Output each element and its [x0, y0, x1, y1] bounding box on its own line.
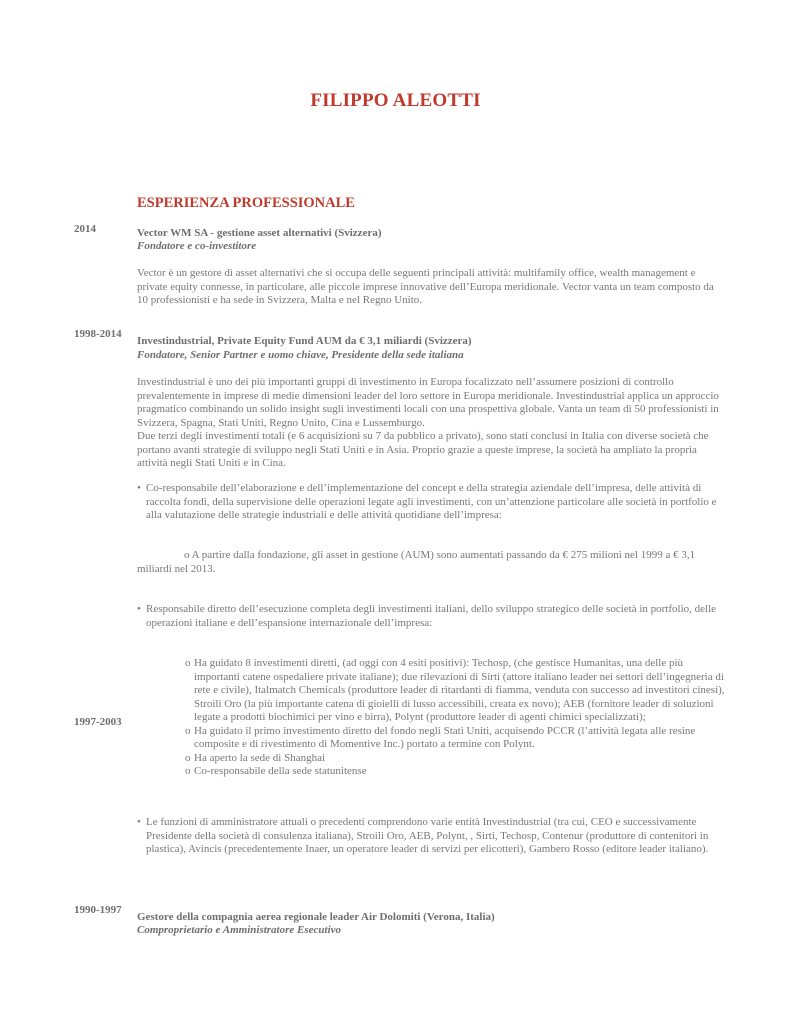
sub-bullet-icon: o [185, 657, 191, 669]
sub-item [185, 725, 725, 752]
sub-item-text: Co-responsabile della sede statunitense [194, 765, 367, 777]
sub-bullet-icon: o [185, 751, 191, 764]
bullet-item [137, 482, 731, 523]
cv-name: FILIPPO ALEOTTI [310, 90, 481, 111]
section-title: ESPERIENZA PROFESSIONALE [137, 195, 355, 211]
entry-role: Fondatore, Senior Partner e uomo chiave, Presidente della sede italiana [137, 349, 464, 361]
sub-item [185, 752, 725, 766]
bullet-text: Responsabile diretto dell’esecuzione completa degli investimenti italiani, dello sviluppo strategico delle società in portfolio, delle operazioni italiane e dell’espansione internazionale dell’impresa: [146, 603, 717, 629]
entry-year: 1998-2014 [74, 328, 122, 340]
sub-item-text: A partire dalla fondazione, gli asset in gestione (AUM) sono aumentati passando da € 275 milioni nel 1999 a € 3,1 miliardi nel 2013. [137, 549, 696, 575]
sub-item [137, 549, 722, 576]
entry-year: 2014 [74, 223, 96, 235]
sub-item-text: Ha guidato 8 investimenti diretti, (ad oggi con 4 esiti positivi): Techosp, (che gestisce Humanitas, una delle più importanti catene ospedaliere private italiane); due rilevazioni di Sirti (attore italiano leader nei settori dell’ingegneria di rete e civile), Italmatch Chemicals (produttore leader di ritardanti di fiamma, venduta con successo ad investitori cinesi), Stroili Oro (la più importante catena di gioielli di lusso accessibili, creata ex novo); AEB (fornitore leader di soluzioni legate a prodotti biochimici per vino e birra), Polynt (produttore leader di agenti chimici specializzati); [194, 657, 725, 723]
bullet-icon: • [137, 482, 141, 494]
bullet-item [137, 816, 731, 857]
entry-year: 1990-1997 [74, 904, 122, 916]
entry-title: Investindustrial, Private Equity Fund AUM da € 3,1 miliardi (Svizzera) [137, 335, 472, 347]
sub-bullet-icon: o [184, 549, 190, 561]
bullet-item [137, 603, 731, 630]
bullet-icon: • [137, 603, 141, 615]
entry-description: Vector è un gestore di asset alternativi che si occupa delle seguenti principali attività: multifamily office, wealth management e private equity connesse, in particolare, alle piccole imprese innovative dell’Europa meridionale. Vector vanta un team composto da 10 professionisti e ha sede in Svizzera, Malta e nel Regno Unito. [137, 267, 714, 306]
bullet-text: Le funzioni di amministratore attuali o precedenti comprendono varie entità Investindustrial (tra cui, CEO e successivamente Presidente della società di consulenza italiana), Stroili Oro, AEB, Polynt, , Sirti, Techosp, Contenur (produttore di contenitori in plastica), Avincis (precedentemente Inaer, un operatore leader di servizi per elicotteri), Gambero Rosso (editore leader italiano). [146, 816, 709, 855]
entry-title: Vector WM SA - gestione asset alternativi (Svizzera) [137, 227, 382, 239]
bullet-text: Co-responsabile dell’elaborazione e dell’implementazione del concept e della strategia aziendale dell’impresa, delle attività di raccolta fondi, della supervisione delle operazioni legate agli investimenti, con un’attenzione particolare alle società in portfolio e alla valutazione delle strategie industriali e delle attività quotidiane dell’impresa: [146, 482, 717, 521]
entry-year: 1997-2003 [74, 716, 122, 728]
sub-item-text: Ha guidato il primo investimento diretto del fondo negli Stati Uniti, acquisendo PCCR (l’attività legata alle resine composite e di rivestimento di Momentive Inc.) portato a termine con Polynt. [194, 724, 696, 750]
entry-role: Comproprietario e Amministratore Esecutivo [137, 924, 342, 936]
entry-title: Gestore della compagnia aerea regionale leader Air Dolomiti (Verona, Italia) [137, 911, 495, 923]
sub-item [185, 765, 725, 779]
entry-role: Fondatore e co-investitore [137, 240, 257, 252]
sub-item-text: Ha aperto la sede di Shanghai [194, 751, 326, 764]
bullet-icon: • [137, 816, 141, 828]
sub-bullet-icon: o [185, 724, 191, 737]
entry-description: Due terzi degli investimenti totali (e 6 acquisizioni su 7 da pubblico a privato), sono stati conclusi in Italia con diverse società che portano avanti strategie di sviluppo negli Stati Uniti e in Asia. Proprio grazie a queste imprese, la società ha ampliato la propria attività negli Stati Uniti e in Cina. [137, 430, 709, 469]
entry-description: Investindustrial è uno dei più importanti gruppi di investimento in Europa focalizzato nell’assumere posizioni di controllo prevalentemente in imprese di medie dimensioni leader del loro settore in Europa meridionale. Investindustrial applica un approccio pragmatico combinando un solido insight sugli investimenti locali con una prospettiva globale. Vanta un team di 50 professionisti in Svizzera, Spagna, Stati Uniti, Regno Unito, Cina e Lussemburgo. [137, 376, 719, 429]
sub-list [185, 657, 725, 779]
sub-bullet-icon: o [185, 765, 191, 777]
sub-item [185, 657, 725, 725]
